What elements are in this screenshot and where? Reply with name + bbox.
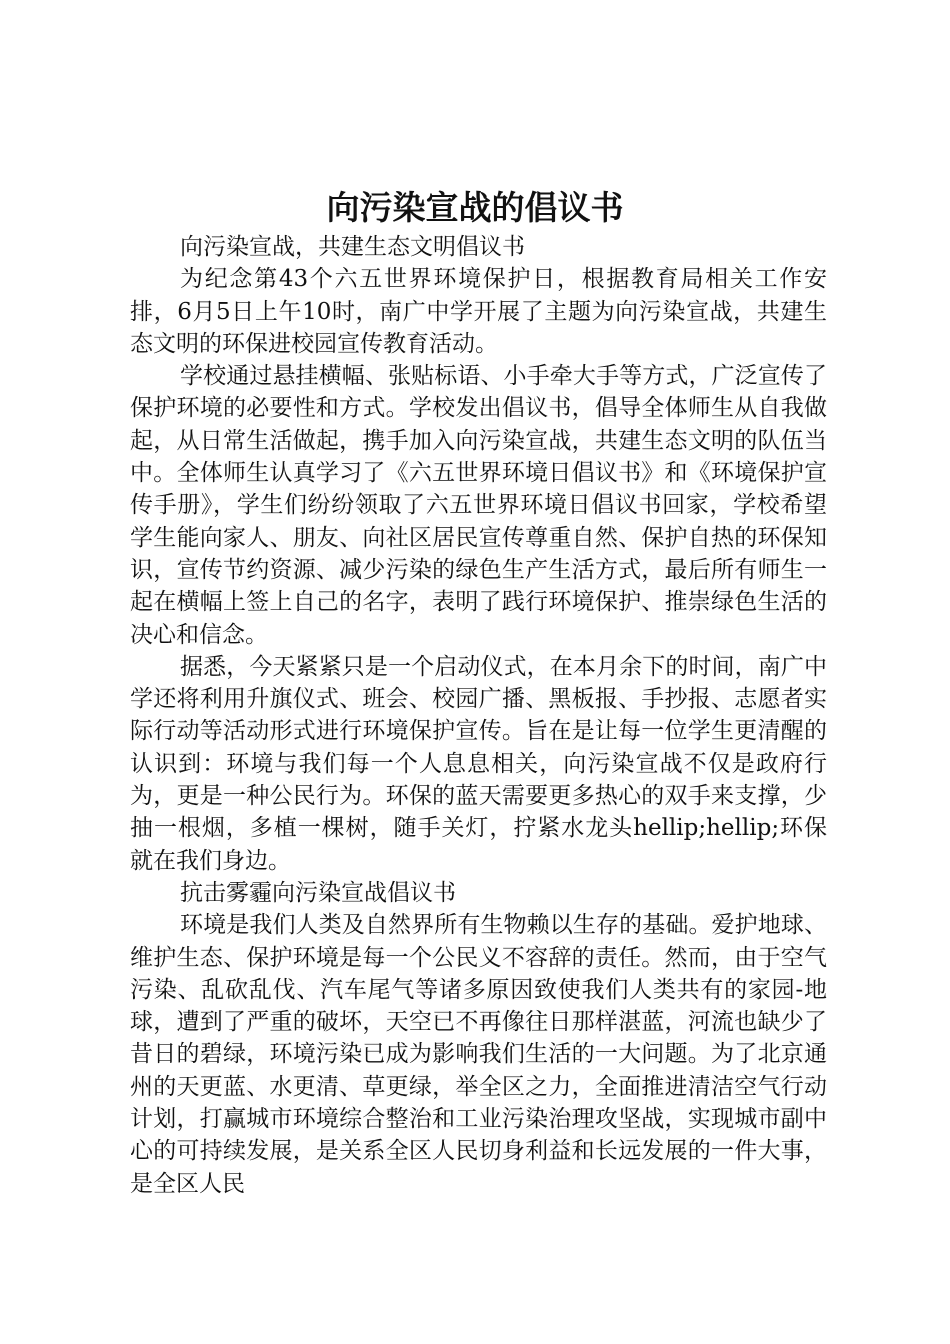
document-title: 向污染宣战的倡议书 [326,188,624,227]
paragraph: 据悉，今天紧紧只是一个启动仪式，在本月余下的时间，南广中学还将利用升旗仪式、班会、校园广播、黑板报、手抄报、志愿者实际行动等活动形式进行环境保护宣传。旨在是让每一位学生更清醒的认识到：环境与我们每一个人息息相关，向污染宣战不仅是政府行为，更是一种公民行为。环保的蓝天需要更多热心的双手来支撑，少抽一根烟，多植一棵树，随手关灯，拧紧水龙头hellip;hellip;环保就在我们身边。 [130,653,827,874]
subheading: 向污染宣战，共建生态文明倡议书 [180,234,525,260]
paragraph: 学校通过悬挂横幅、张贴标语、小手牵大手等方式，广泛宣传了保护环境的必要性和方式。学校发出倡议书，倡导全体师生从自我做起，从日常生活做起，携手加入向污染宣战，共建生态文明的队伍当中。全体师生认真学习了《六五世界环境日倡议书》和《环境保护宣传手册》，学生们纷纷领取了六五世界环境日倡议书回家，学校希望学生能向家人、朋友、向社区居民宣传尊重自然、保护自热的环保知识，宣传节约资源、减少污染的绿色生产生活方式，最后所有师生一起在横幅上签上自己的名字，表明了践行环境保护、推崇绿色生活的决心和信念。 [130,363,827,648]
subheading: 抗击雾霾向污染宣战倡议书 [180,879,456,906]
document-body [130,231,827,1200]
paragraph: 为纪念第43个六五世界环境保护日，根据教育局相关工作安排，6月5日上午10时，南广中学开展了主题为向污染宣战，共建生态文明的环保进校园宣传教育活动。 [130,266,827,357]
paragraph: 环境是我们人类及自然界所有生物赖以生存的基础。爱护地球、维护生态、保护环境是每一个公民义不容辞的责任。然而，由于空气污染、乱砍乱伐、汽车尾气等诸多原因致使我们人类共有的家园-地球，遭到了严重的破坏，天空已不再像往日那样湛蓝，河流也缺少了昔日的碧绿，环境污染已成为影响我们生活的一大问题。为了北京通州的天更蓝、水更清、草更绿，举全区之力，全面推进清洁空气行动计划，打赢城市环境综合整治和工业污染治理攻坚战，实现城市副中心的可持续发展，是关系全区人民切身利益和长远发展的一件大事，是全区人民 [130,912,827,1197]
